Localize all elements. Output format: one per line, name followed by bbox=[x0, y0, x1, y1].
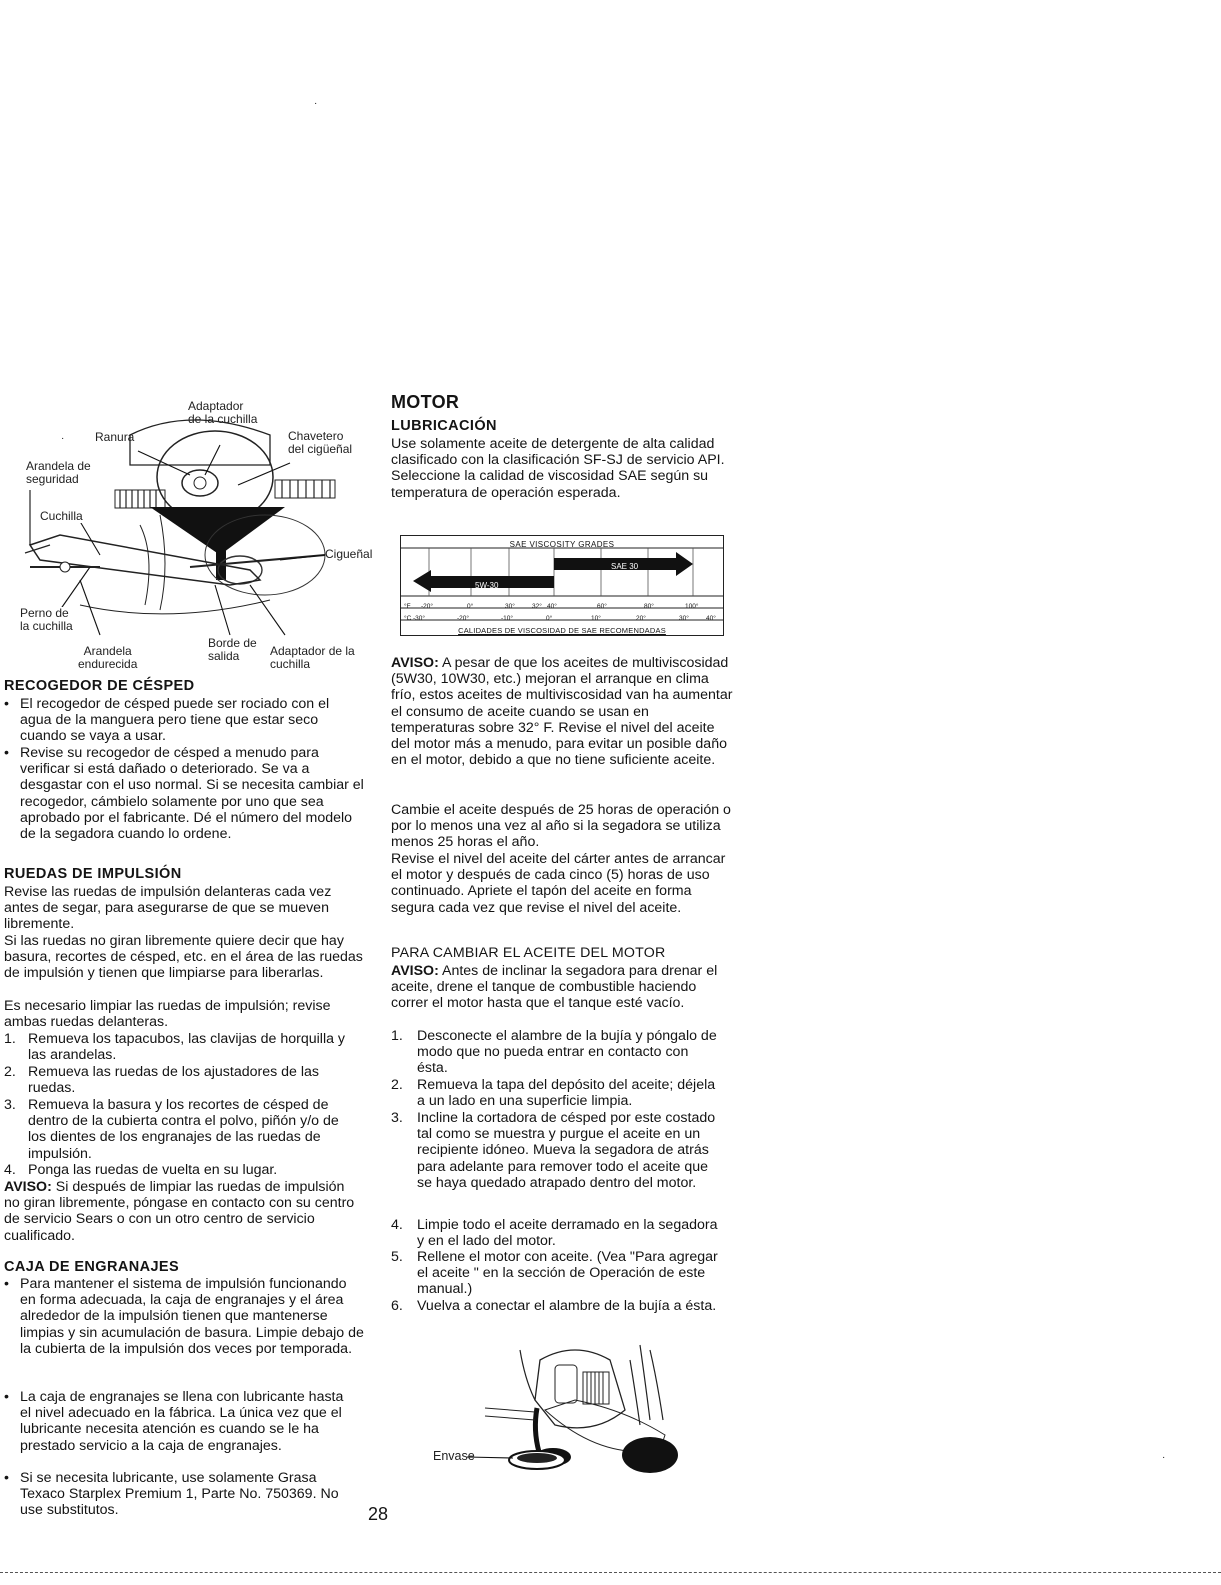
heading-caja: CAJA DE ENGRANAJES bbox=[4, 1259, 180, 1275]
f-tick: 0° bbox=[467, 603, 474, 610]
step-motor-6 bbox=[391, 1298, 731, 1314]
c-tick: 0° bbox=[546, 615, 553, 622]
bullet-text: Para mantener el sistema de impulsión funcionando en forma adecuada, la caja de engranajes y el área alrededor de la impulsión tienen que mantenerse limpias y sin acumulación de basura. Limpie debajo de la cubierta de la impulsión dos veces por temporada. bbox=[20, 1276, 364, 1357]
sae-viscosity-chart bbox=[400, 535, 724, 636]
step-ruedas-2 bbox=[4, 1064, 366, 1096]
bullet-caja-3 bbox=[4, 1470, 349, 1519]
c-tick: 20° bbox=[636, 615, 646, 622]
step-number: 3. bbox=[391, 1110, 403, 1126]
paragraph-ruedas-1: Revise las ruedas de impulsión delanteras cada vez antes de segar, para asegurarse de que se mueven libremente. bbox=[4, 884, 332, 933]
c-tick: -30° bbox=[413, 615, 425, 622]
bullet-text: Revise su recogedor de césped a menudo para verificar si está dañado o deteriorado. Se va a desgastar con el uso normal. Si se necesita cambiar el recogedor, cámbielo solamente por uno que sea aprobado por el fabricante. Dé el número del modelo de la segadora cuando lo ordene. bbox=[20, 745, 364, 843]
f-tick: 32° bbox=[532, 603, 542, 610]
sae-bar-5w30: 5W-30 bbox=[475, 581, 499, 590]
step-text: Remueva la tapa del depósito del aceite; déjela a un lado en una superficie limpia. bbox=[417, 1077, 716, 1110]
f-label: °F bbox=[404, 603, 411, 610]
step-number: 2. bbox=[391, 1077, 403, 1093]
paragraph-revise: Revise el nivel del aceite del cárter antes de arrancar el motor y después de cada cinco (5) horas de uso continuado. Apriete el tapón del aceite en forma segura cada vez que revise el nivel del aceite. bbox=[391, 851, 726, 916]
c-tick: 30° bbox=[679, 615, 689, 622]
label-ciguenal: Cigueñal bbox=[325, 547, 373, 561]
bullet-recogedor-2 bbox=[4, 745, 366, 842]
aviso-text: Si después de limpiar las ruedas de impulsión no giran libremente, póngase en contacto con su centro de servicio Sears o con un otro centro de servicio cualificado. bbox=[4, 1179, 355, 1244]
aviso-multiviscosidad bbox=[391, 655, 736, 768]
step-number: 5. bbox=[391, 1249, 403, 1265]
f-tick: 100° bbox=[685, 603, 699, 610]
label-adaptador-de-la-cuchilla-2: Adaptador de la cuchilla bbox=[270, 644, 355, 671]
aviso-label: AVISO: bbox=[4, 1179, 52, 1195]
blade-diagram bbox=[20, 395, 373, 675]
sae-chart-footer: CALIDADES DE VISCOSIDAD DE SAE RECOMENDADAS bbox=[458, 626, 666, 635]
step-number: 4. bbox=[4, 1162, 16, 1178]
oil-drain-illustration bbox=[425, 1340, 685, 1490]
c-tick: -20° bbox=[457, 615, 469, 622]
sae-chart-title: SAE VISCOSITY GRADES bbox=[509, 540, 615, 549]
label-cuchilla: Cuchilla bbox=[40, 509, 83, 523]
heading-recogedor: RECOGEDOR DE CÉSPED bbox=[4, 678, 195, 694]
step-motor-4 bbox=[391, 1217, 721, 1249]
sae-bar-sae30: SAE 30 bbox=[611, 562, 639, 571]
step-ruedas-4 bbox=[4, 1162, 354, 1178]
label-borde-de-salida: Borde de salida bbox=[208, 636, 257, 663]
heading-ruedas: RUEDAS DE IMPULSIÓN bbox=[4, 866, 182, 882]
f-tick: 60° bbox=[597, 603, 607, 610]
heading-motor: MOTOR bbox=[391, 392, 460, 412]
bullet-caja-2 bbox=[4, 1389, 344, 1454]
step-text: Remueva las ruedas de los ajustadores de las ruedas. bbox=[28, 1064, 320, 1097]
bullet-mark: • bbox=[4, 1389, 9, 1405]
bullet-mark: • bbox=[4, 1470, 9, 1486]
step-text: Limpie todo el aceite derramado en la segadora y en el lado del motor. bbox=[417, 1217, 718, 1250]
step-number: 1. bbox=[4, 1031, 16, 1047]
speck: · bbox=[314, 98, 318, 109]
paragraph-ruedas-3: Es necesario limpiar las ruedas de impulsión; revise ambas ruedas delanteras. bbox=[4, 998, 331, 1031]
f-tick: 30° bbox=[505, 603, 515, 610]
sae-chart-graphic bbox=[401, 536, 723, 635]
step-motor-5 bbox=[391, 1249, 721, 1298]
paragraph-cambie: Cambie el aceite después de 25 horas de operación o por lo menos una vez al año si la segadora se utiliza menos 25 horas el año. bbox=[391, 802, 731, 851]
c-label: °C bbox=[404, 615, 412, 622]
step-motor-2 bbox=[391, 1077, 716, 1109]
aviso-ruedas bbox=[4, 1179, 359, 1244]
f-tick: 40° bbox=[547, 603, 557, 610]
aviso-label: AVISO: bbox=[391, 655, 439, 671]
heading-para-cambiar: PARA CAMBIAR EL ACEITE DEL MOTOR bbox=[391, 945, 666, 961]
label-arandela-de-seguridad: Arandela de seguridad bbox=[26, 459, 91, 486]
bullet-text: La caja de engranajes se llena con lubricante hasta el nivel adecuado en la fábrica. La única vez que el lubricante necesita atención es cuando se le ha prestado servicio a la caja de engranajes. bbox=[20, 1389, 344, 1454]
paragraph-intro: Use solamente aceite de detergente de alta calidad clasificado con la clasificación SF-SJ de servicio API. Seleccione la calidad de viscosidad SAE según su temperatura de operación esperada. bbox=[391, 436, 725, 501]
label-perno-de-la-cuchilla: Perno de la cuchilla bbox=[20, 606, 73, 633]
speck: · bbox=[1162, 1452, 1166, 1463]
bullet-text: Si se necesita lubricante, use solamente Grasa Texaco Starplex Premium 1, Parte No. 750369. No use substitutos. bbox=[20, 1470, 339, 1519]
bottom-edge-rule bbox=[0, 1572, 1221, 1574]
oil-drain-diagram bbox=[425, 1340, 685, 1490]
bullet-recogedor-1 bbox=[4, 696, 362, 745]
f-tick: -20° bbox=[421, 603, 433, 610]
label-adaptador-de-la-cuchilla: Adaptador de la cuchilla bbox=[188, 399, 258, 426]
speck: · bbox=[61, 433, 65, 444]
label-arandela-endurecida: Arandela endurecida bbox=[78, 644, 138, 671]
step-text: Ponga las ruedas de vuelta en su lugar. bbox=[28, 1162, 278, 1178]
page-number: 28 bbox=[368, 1504, 389, 1524]
step-text: Incline la cortadora de césped por este costado tal como se muestra y purgue el aceite en un recipiente idóneo. Mueva la segadora de atrás para adelante para remover todo el aceite que se haya quedado atrapado dentro del motor. bbox=[417, 1110, 716, 1191]
step-text: Rellene el motor con aceite. (Vea "Para agregar el aceite " en la sección de Operación de este manual.) bbox=[417, 1249, 718, 1298]
step-text: Desconecte el alambre de la bujía y póngalo de modo que no pueda entrar en contacto con ésta. bbox=[417, 1028, 717, 1077]
bullet-mark: • bbox=[4, 696, 9, 712]
label-envase: Envase bbox=[433, 1449, 475, 1463]
paragraph-ruedas-2: Si las ruedas no giran libremente quiere decir que hay basura, recortes de césped, etc. en el área de las ruedas de impulsión y tienen que limpiarse para liberarlas. bbox=[4, 933, 363, 982]
c-tick: 10° bbox=[591, 615, 601, 622]
step-number: 2. bbox=[4, 1064, 16, 1080]
step-ruedas-1 bbox=[4, 1031, 354, 1063]
step-text: Remueva los tapacubos, las clavijas de horquilla y las arandelas. bbox=[28, 1031, 346, 1064]
bullet-caja-1 bbox=[4, 1276, 366, 1357]
step-text: Remueva la basura y los recortes de césped de dentro de la cubierta contra el polvo, piñón y/o de los dientes de los engranajes de las ruedas de impulsión. bbox=[28, 1097, 339, 1162]
heading-lubricacion: LUBRICACIÓN bbox=[391, 418, 497, 434]
step-motor-1 bbox=[391, 1028, 721, 1077]
aviso-text: A pesar de que los aceites de multiviscosidad (5W30, 10W30, etc.) mejoran el arranque en clima frío, estos aceites de multiviscosidad van ha aumentar el consumo de aceite cuando se usan en temperaturas sobre 32° F. Revise el nivel del aceite del motor más a menudo, para evitar un posible daño en el motor, debido a que no tiene suficiente aceite. bbox=[391, 655, 733, 769]
aviso-text: Antes de inclinar la segadora para drenar el aceite, drene el tanque de combustible haciendo correr el motor hasta que el tanque esté vacío. bbox=[391, 963, 718, 1012]
f-tick: 80° bbox=[644, 603, 654, 610]
c-tick: -10° bbox=[501, 615, 513, 622]
step-number: 1. bbox=[391, 1028, 403, 1044]
bullet-text: El recogedor de césped puede ser rociado con el agua de la manguera pero tiene que estar seco cuando se vaya a usar. bbox=[20, 696, 330, 745]
aviso-label: AVISO: bbox=[391, 963, 439, 979]
step-number: 6. bbox=[391, 1298, 403, 1314]
bullet-mark: • bbox=[4, 1276, 9, 1292]
bullet-mark: • bbox=[4, 745, 9, 761]
step-number: 4. bbox=[391, 1217, 403, 1233]
step-text: Vuelva a conectar el alambre de la bujía a ésta. bbox=[417, 1298, 717, 1314]
c-tick: 40° bbox=[706, 615, 716, 622]
step-ruedas-3 bbox=[4, 1097, 359, 1162]
step-motor-3 bbox=[391, 1110, 721, 1191]
step-number: 3. bbox=[4, 1097, 16, 1113]
label-ranura: Ranura bbox=[95, 430, 135, 444]
aviso-drenar bbox=[391, 963, 721, 1012]
label-chavetero: Chavetero del cigüeñal bbox=[288, 429, 353, 456]
